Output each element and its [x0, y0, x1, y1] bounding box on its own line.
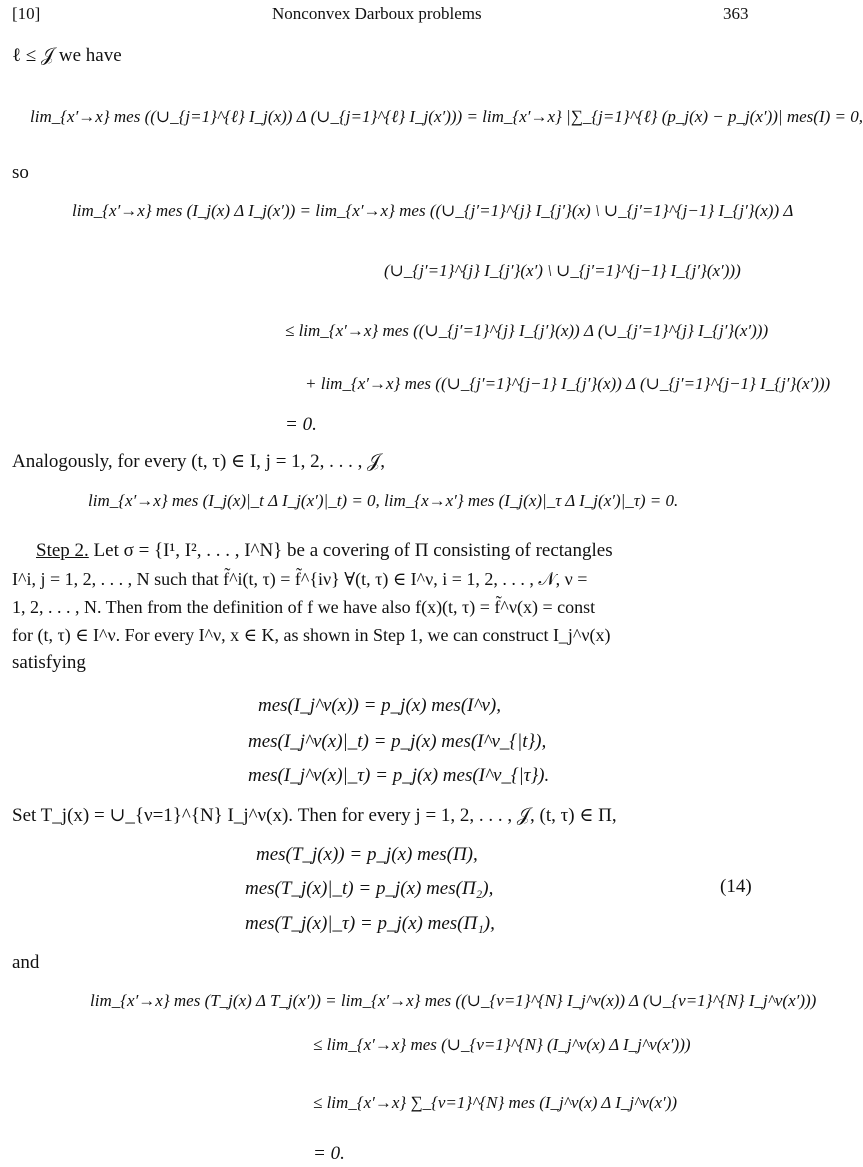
paragraph-step2-line3: 1, 2, . . . , N. Then from the definition of f we have also f(x)(t, τ) = f̃^ν(x) = const: [12, 597, 596, 617]
equation-b-line4: + lim_{x′→x} mes ((∪_{j′=1}^{j−1} I_{j′}(x)) Δ (∪_{j′=1}^{j−1} I_{j′}(x′))): [305, 374, 831, 393]
equation-e3: mes(T_j(x)|_τ) = p_j(x) mes(Π₁),: [245, 913, 495, 934]
step2-text: Let σ = {I¹, I², . . . , I^N} be a covering of Π consisting of rectangles: [88, 540, 613, 561]
equation-e1: mes(T_j(x)) = p_j(x) mes(Π),: [256, 844, 478, 865]
paragraph-step2-line2: I^i, j = 1, 2, . . . , N such that f̃^i(t, τ) = f̃^{iν} ∀(t, τ) ∈ I^ν, i = 1, 2, . . . , 𝒩, ν =: [12, 569, 588, 589]
header-section-number: [10]: [12, 4, 41, 23]
text-analogously: Analogously, for every (t, τ) ∈ I, j = 1, 2, . . . , 𝒥,: [12, 451, 386, 472]
paragraph-step2-line5: satisfying: [12, 652, 86, 673]
equation-f3: ≤ lim_{x′→x} ∑_{ν=1}^{N} mes (I_j^ν(x) Δ I_j^ν(x′)): [313, 1093, 678, 1112]
text-set-tj: Set T_j(x) = ∪_{ν=1}^{N} I_j^ν(x). Then for every j = 1, 2, . . . , 𝒥, (t, τ) ∈ Π,: [12, 805, 617, 826]
header-page-number: 363: [723, 4, 749, 23]
equation-b-line5: = 0.: [285, 414, 317, 435]
equation-b-line2: (∪_{j′=1}^{j} I_{j′}(x′) \ ∪_{j′=1}^{j−1} I_{j′}(x′))): [384, 261, 741, 280]
equation-c: lim_{x′→x} mes (I_j(x)|_t Δ I_j(x′)|_t) = 0, lim_{x→x′} mes (I_j(x)|_τ Δ I_j(x′)|_τ) = 0.: [88, 491, 679, 510]
equation-e2: mes(T_j(x)|_t) = p_j(x) mes(Π₂),: [245, 878, 494, 899]
equation-number: (14): [720, 876, 752, 897]
paragraph-step2-line1: [36, 538, 613, 564]
equation-d3: mes(I_j^ν(x)|_τ) = p_j(x) mes(I^ν_{|τ}).: [248, 765, 550, 786]
text-line-intro: ℓ ≤ 𝒥 we have: [12, 45, 122, 66]
equation-b-line3: ≤ lim_{x′→x} mes ((∪_{j′=1}^{j} I_{j′}(x)) Δ (∪_{j′=1}^{j} I_{j′}(x′))): [285, 321, 769, 340]
header-title: Nonconvex Darboux problems: [272, 4, 482, 23]
equation-d1: mes(I_j^ν(x)) = p_j(x) mes(I^ν),: [258, 695, 502, 716]
paragraph-step2-line4: for (t, τ) ∈ I^ν. For every I^ν, x ∈ K, as shown in Step 1, we can construct I_j^ν(x): [12, 625, 611, 645]
text-and: and: [12, 952, 40, 973]
equation-d2: mes(I_j^ν(x)|_t) = p_j(x) mes(I^ν_{|t}),: [248, 731, 547, 752]
equation-f2: ≤ lim_{x′→x} mes (∪_{ν=1}^{N} (I_j^ν(x) Δ I_j^ν(x′))): [313, 1035, 691, 1054]
text-so: so: [12, 162, 29, 183]
equation-limit-union: lim_{x′→x} mes ((∪_{j=1}^{ℓ} I_j(x)) Δ (∪_{j=1}^{ℓ} I_j(x′))) = lim_{x′→x} |∑_{j=1}^{ℓ} (p_j(x) − p_j(x′))| mes(I) = 0,: [30, 107, 863, 126]
step-label: Step 2.: [36, 540, 89, 561]
equation-f4: = 0.: [313, 1143, 345, 1164]
equation-b-line1: lim_{x′→x} mes (I_j(x) Δ I_j(x′)) = lim_{x′→x} mes ((∪_{j′=1}^{j} I_{j′}(x) \ ∪_{j′=1}^{j−1} I_{j′}(x)) Δ: [72, 201, 794, 220]
equation-f1: lim_{x′→x} mes (T_j(x) Δ T_j(x′)) = lim_{x′→x} mes ((∪_{ν=1}^{N} I_j^ν(x)) Δ (∪_{ν=1}^{N} I_j^ν(x′))): [90, 991, 817, 1010]
